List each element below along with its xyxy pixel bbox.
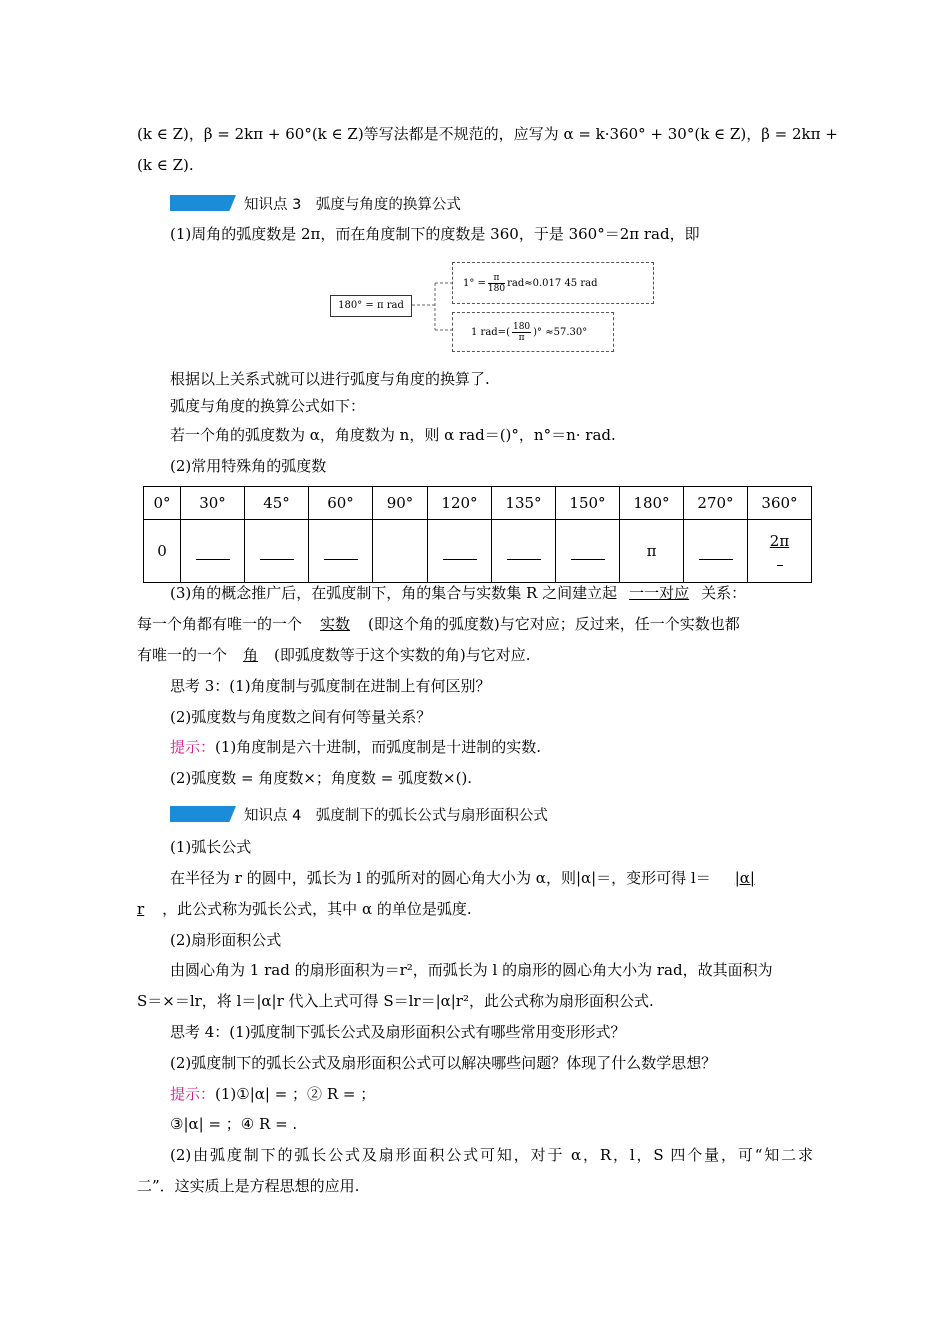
hint-line: [170, 737, 813, 757]
degree-cell: 270°: [684, 487, 748, 520]
degree-cell: 135°: [492, 487, 556, 520]
degree-cell: 30°: [181, 487, 245, 520]
hint-line: 二”．这实质上是方程思想的应用.: [137, 1177, 360, 1195]
hint-line: ③|α| = ；④ R = .: [170, 1115, 298, 1133]
text-segment: (即这个角的弧度数)与它对应；反过来，任一个实数也都: [368, 615, 740, 633]
radian-cell: [556, 520, 620, 583]
answer-blank[interactable]: [260, 558, 294, 560]
think-question: (2)弧度制下的弧长公式及扇形面积公式可以解决哪些问题？体现了什么数学思想？: [170, 1054, 717, 1072]
radian-cell: [245, 520, 309, 583]
fraction-blank: [777, 555, 783, 566]
degree-cell: 120°: [428, 487, 492, 520]
text-line: [137, 899, 813, 919]
text-line: [170, 868, 813, 888]
answer-blank[interactable]: [507, 558, 541, 560]
degree-cell: 360°: [748, 487, 812, 520]
formula-part: 1° =: [463, 277, 486, 289]
degree-cell: 45°: [245, 487, 309, 520]
denominator: π: [518, 332, 525, 343]
fill-answer: 实数: [320, 615, 351, 633]
fill-answer: |α|: [734, 869, 755, 887]
answer-blank[interactable]: [571, 558, 605, 560]
section-heading-3: [170, 192, 461, 214]
hint-label: 提示：: [170, 738, 216, 756]
radian-cell: [428, 520, 492, 583]
special-angles-table: [143, 486, 812, 583]
text-line: 弧度与角度的换算公式如下：: [170, 397, 366, 415]
degree-cell: 150°: [556, 487, 620, 520]
heading-tag-icon: [170, 195, 236, 211]
heading-title: 知识点 4 弧度制下的弧长公式与扇形面积公式: [244, 807, 548, 824]
rad-to-degree-box: [452, 312, 614, 352]
main-formula-box: 180° = π rad: [330, 295, 412, 317]
answer-blank[interactable]: [196, 558, 230, 560]
degree-cell: 180°: [620, 487, 684, 520]
radian-cell: [748, 520, 812, 583]
radian-row: [144, 520, 812, 583]
fill-answer: 角: [243, 646, 259, 664]
fill-answer: 一一对应: [629, 584, 690, 602]
radian-cell: π: [620, 520, 684, 583]
answer-blank[interactable]: [443, 558, 477, 560]
hint-label: 提示：: [170, 1085, 216, 1103]
text-line: S＝×＝lr，将 l＝|α|r 代入上式可得 S＝lr＝|α|r²，此公式称为扇形面积公式.: [137, 992, 654, 1010]
fraction: [512, 322, 531, 343]
think-question: 思考 3：(1)角度制与弧度制在进制上有何区别？: [170, 677, 491, 695]
text-line: (2)常用特殊角的弧度数: [170, 457, 327, 475]
text-line: [170, 583, 813, 603]
text-segment: (即弧度数等于这个实数的角)与它对应.: [274, 646, 531, 664]
radian-cell: [684, 520, 748, 583]
text-segment: 有唯一的一个: [137, 646, 228, 664]
think-question: (2)弧度数与角度数之间有何等量关系？: [170, 708, 432, 726]
degree-cell: 60°: [309, 487, 373, 520]
text-line: 由圆心角为 1 rad 的扇形面积为＝r²，而弧长为 l 的扇形的圆心角大小为 rad，故其面积为: [170, 961, 773, 979]
text-line: (1)周角的弧度数是 2π，而在角度制下的度数是 360，于是 360°＝2π rad，即: [170, 225, 700, 243]
text-line: (1)弧长公式: [170, 838, 252, 856]
text-line: (k ∈ Z)，β = 2kπ + 60°(k ∈ Z)等写法都是不规范的，应写为 α = k·360° + 30°(k ∈ Z)，β = 2kπ +: [137, 125, 838, 143]
degree-cell: 90°: [373, 487, 428, 520]
radian-cell: [309, 520, 373, 583]
text-segment: 关系：: [701, 584, 747, 602]
radian-cell: 0: [144, 520, 181, 583]
hint-text: (1)角度制是六十进制，而弧度制是十进制的实数.: [215, 738, 542, 756]
text-line: 若一个角的弧度数为 α，角度数为 n，则 α rad＝()°，n°＝n· rad.: [170, 426, 616, 444]
text-segment: (3)角的概念推广后，在弧度制下，角的集合与实数集 R 之间建立起: [170, 584, 618, 602]
hint-line: [170, 1084, 813, 1104]
degree-to-rad-box: [452, 262, 654, 304]
numerator: 180: [512, 321, 531, 332]
hint-text: (1)①|α| = ；② R = ；: [215, 1085, 376, 1103]
text-line: [137, 645, 813, 665]
text-segment: ，此公式称为弧长公式，其中 α 的单位是弧度.: [162, 900, 472, 918]
answer-blank[interactable]: [324, 558, 358, 560]
formula-part: 1 rad=(: [471, 326, 510, 338]
text-line: 根据以上关系式就可以进行弧度与角度的换算了.: [170, 370, 490, 388]
formula-part: )° ≈57.30°: [533, 326, 588, 338]
degree-row: [144, 487, 812, 520]
denominator: 180: [487, 283, 506, 294]
text-line: [137, 614, 813, 634]
text-segment: 每一个角都有唯一的一个: [137, 615, 303, 633]
conversion-diagram: [330, 260, 660, 356]
hint-line: (2)由弧度制下的弧长公式及扇形面积公式可知，对于 α，R，l，S 四个量，可“知二求: [170, 1146, 813, 1164]
text-line: (2)扇形面积公式: [170, 931, 282, 949]
heading-title: 知识点 3 弧度与角度的换算公式: [244, 196, 461, 213]
fraction: [488, 273, 505, 294]
formula-part: rad≈0.017 45 rad: [507, 277, 598, 289]
think-question: 思考 4：(1)弧度制下弧长公式及扇形面积公式有哪些常用变形形式？: [170, 1023, 626, 1041]
numerator: π: [488, 273, 505, 284]
heading-tag-icon: [170, 806, 236, 822]
section-heading-4: [170, 803, 548, 825]
answer-blank[interactable]: [699, 558, 733, 560]
text-line: (k ∈ Z).: [137, 156, 194, 174]
text-segment: 在半径为 r 的圆中，弧长为 l 的弧所对的圆心角大小为 α，则|α|＝，变形可得 l＝: [170, 869, 711, 887]
radian-cell: [373, 520, 428, 583]
radian-fraction-num: 2π: [769, 532, 790, 550]
hint-line: (2)弧度数 = 角度数×；角度数 = 弧度数×().: [170, 769, 473, 787]
degree-cell: 0°: [144, 487, 181, 520]
fill-answer: r: [137, 900, 145, 918]
radian-cell: [492, 520, 556, 583]
radian-cell: [181, 520, 245, 583]
